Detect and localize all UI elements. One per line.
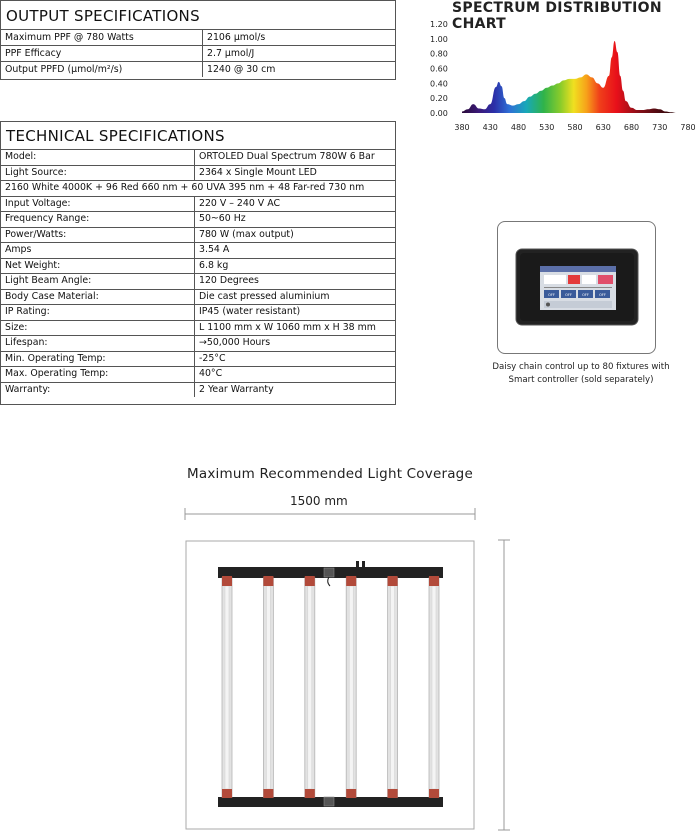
y-tick-label: 0.60 xyxy=(430,64,448,74)
y-tick-label: 0.80 xyxy=(430,49,448,59)
spec-label: PPF Efficacy xyxy=(1,46,203,62)
spec-label: Net Weight: xyxy=(1,258,195,274)
spec-label: Size: xyxy=(1,320,195,336)
spec-full-row: 2160 White 4000K + 96 Red 660 nm + 60 UVA 395 nm + 48 Far-red 730 nm xyxy=(1,181,395,197)
height-dimension-line xyxy=(498,540,510,830)
x-tick-label: 430 xyxy=(482,123,498,132)
spec-value: 6.8 kg xyxy=(195,258,396,274)
spec-value: 1240 @ 30 cm xyxy=(203,62,396,78)
y-axis-ticks xyxy=(430,20,448,118)
x-tick-label: 680 xyxy=(623,123,640,132)
spectrum-chart xyxy=(428,18,700,136)
spec-label: Light Beam Angle: xyxy=(1,274,195,290)
technical-specifications-title: TECHNICAL SPECIFICATIONS xyxy=(6,127,225,145)
spec-label: Lifespan: xyxy=(1,336,195,352)
table-row xyxy=(1,181,395,197)
spec-value: 120 Degrees xyxy=(195,274,396,290)
table-row xyxy=(1,212,395,228)
y-tick-label: 1.20 xyxy=(430,20,448,29)
spec-value: →50,000 Hours xyxy=(195,336,396,352)
x-tick-label: 730 xyxy=(652,123,668,132)
spec-value: Die cast pressed aluminium xyxy=(195,289,396,305)
x-tick-label: 380 xyxy=(454,123,470,132)
spec-value: 50~60 Hz xyxy=(195,212,396,228)
spec-label: Model: xyxy=(1,150,195,166)
controller-screen-label: OFF xyxy=(565,293,572,297)
table-row xyxy=(1,196,395,212)
led-bar xyxy=(429,576,439,798)
y-tick-label: 0.40 xyxy=(430,79,448,89)
controller-card xyxy=(497,221,656,354)
spec-value: 780 W (max output) xyxy=(195,227,396,243)
x-tick-label: 630 xyxy=(595,123,611,132)
controller-caption-line: Daisy chain control up to 80 fixtures with xyxy=(492,362,670,372)
coverage-width-label: 1500 mm xyxy=(290,494,348,508)
led-bar xyxy=(263,576,273,798)
x-tick-label: 530 xyxy=(539,123,555,132)
spec-value: 2364 x Single Mount LED xyxy=(195,165,396,181)
table-row xyxy=(1,351,395,367)
table-row xyxy=(1,336,395,352)
spec-label: Amps xyxy=(1,243,195,259)
table-row xyxy=(1,46,395,62)
table-row xyxy=(1,150,395,166)
x-axis-ticks xyxy=(454,123,695,132)
led-bar xyxy=(222,576,232,798)
table-row xyxy=(1,289,395,305)
spec-value: 3.54 A xyxy=(195,243,396,259)
controller-screen-label: OFF xyxy=(582,293,589,297)
coverage-diagram xyxy=(0,500,700,834)
controller-screen-label: OFF xyxy=(548,293,555,297)
chart-title: SPECTRUM DISTRIBUTION CHART xyxy=(452,0,662,32)
table-row xyxy=(1,227,395,243)
spec-label: Maximum PPF @ 780 Watts xyxy=(1,30,203,46)
table-row xyxy=(1,258,395,274)
spec-label: Frequency Range: xyxy=(1,212,195,228)
table-row xyxy=(1,62,395,78)
spec-value: -25°C xyxy=(195,351,396,367)
spec-value: 220 V – 240 V AC xyxy=(195,196,396,212)
controller-screen-label: OFF xyxy=(599,293,606,297)
x-tick-label: 480 xyxy=(510,123,527,132)
x-tick-label: 780 xyxy=(680,123,696,132)
output-spec-rows xyxy=(1,29,395,77)
spec-label: Power/Watts: xyxy=(1,227,195,243)
controller-caption xyxy=(470,361,692,387)
spec-value: ORTOLED Dual Spectrum 780W 6 Bar xyxy=(195,150,396,166)
spec-label: Output PPFD (μmol/m²/s) xyxy=(1,62,203,78)
spec-label: Max. Operating Temp: xyxy=(1,367,195,383)
output-specifications-table xyxy=(0,0,396,80)
spec-label: Body Case Material: xyxy=(1,289,195,305)
coverage-title: Maximum Recommended Light Coverage xyxy=(187,466,473,482)
y-tick-label: 0.20 xyxy=(430,94,448,104)
led-bar xyxy=(305,576,315,798)
table-row xyxy=(1,165,395,181)
spec-label: Warranty: xyxy=(1,382,195,397)
spec-label: Input Voltage: xyxy=(1,196,195,212)
width-dimension-line xyxy=(185,508,475,520)
spec-value: IP45 (water resistant) xyxy=(195,305,396,321)
spec-label: Min. Operating Temp: xyxy=(1,351,195,367)
output-specifications-title: OUTPUT SPECIFICATIONS xyxy=(6,7,200,25)
table-row xyxy=(1,243,395,259)
spec-value: 40°C xyxy=(195,367,396,383)
spec-value: 2 Year Warranty xyxy=(195,382,396,397)
spec-value: 2106 μmol/s xyxy=(203,30,396,46)
table-row xyxy=(1,30,395,46)
table-row xyxy=(1,367,395,383)
y-tick-label: 1.00 xyxy=(430,34,448,44)
y-tick-label: 0.00 xyxy=(430,109,448,118)
smart-controller-image xyxy=(498,222,655,353)
controller-caption-line: Smart controller (sold separately) xyxy=(508,375,654,385)
table-row xyxy=(1,305,395,321)
table-row xyxy=(1,320,395,336)
x-tick-label: 580 xyxy=(567,123,583,132)
spectrum-area xyxy=(462,41,677,113)
table-row xyxy=(1,382,395,397)
led-bar xyxy=(388,576,398,798)
technical-specifications-table xyxy=(0,121,396,405)
spec-label: IP Rating: xyxy=(1,305,195,321)
led-bar xyxy=(346,576,356,798)
technical-spec-rows xyxy=(1,149,395,397)
table-row xyxy=(1,274,395,290)
spec-label: Light Source: xyxy=(1,165,195,181)
spec-value: L 1100 mm x W 1060 mm x H 38 mm xyxy=(195,320,396,336)
spec-value: 2.7 μmol/J xyxy=(203,46,396,62)
